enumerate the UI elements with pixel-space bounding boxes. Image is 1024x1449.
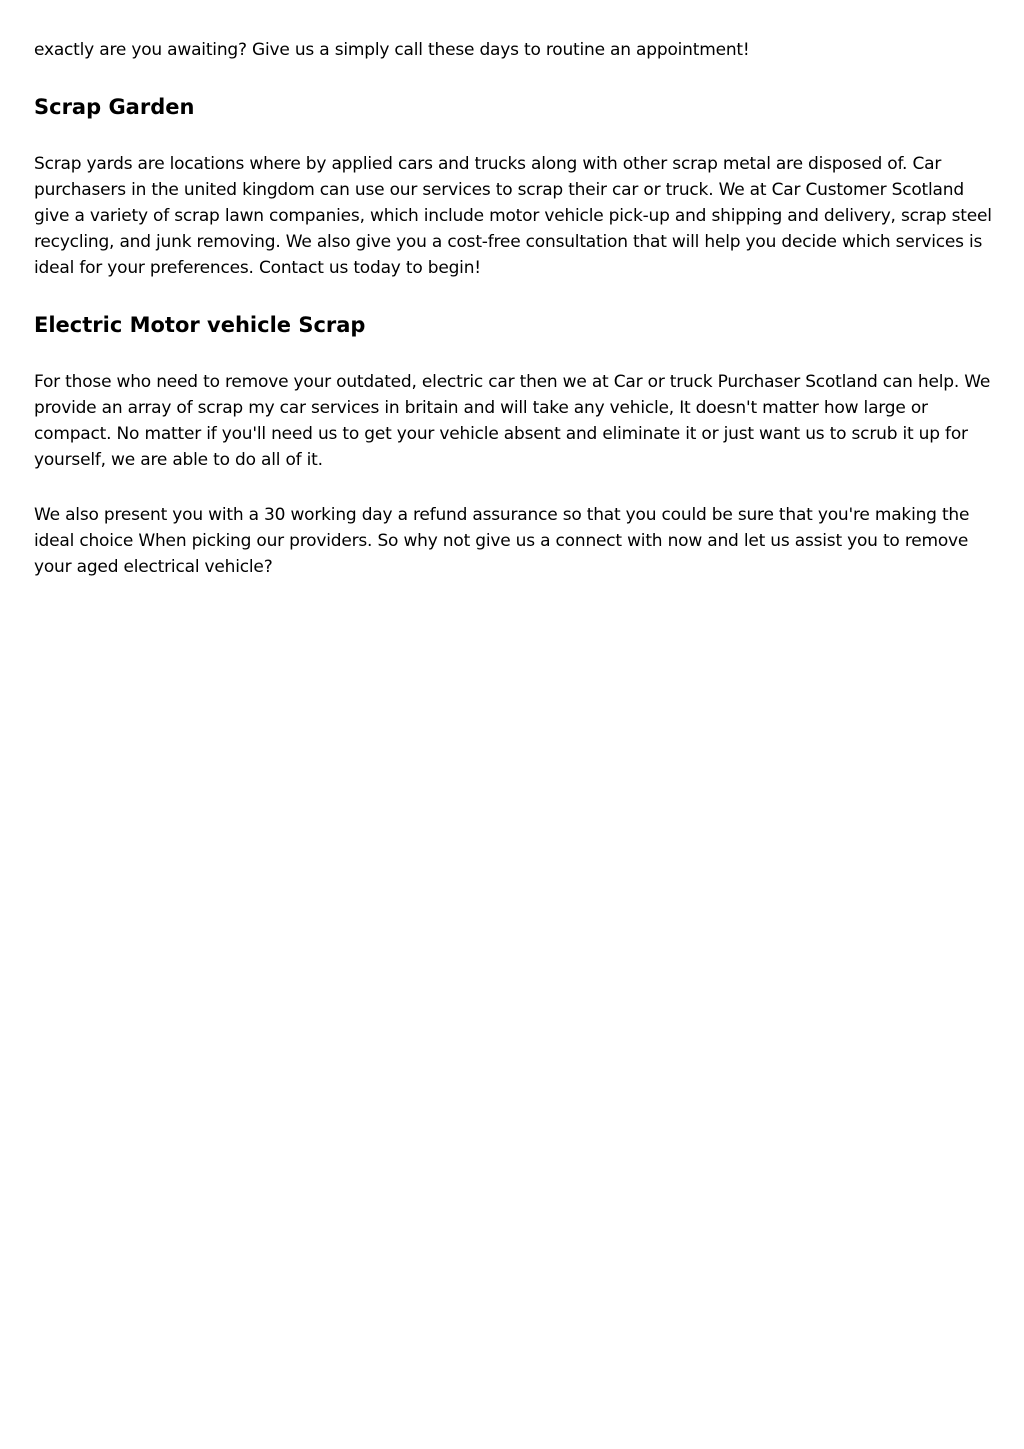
electric-scrap-paragraph-1: For those who need to remove your outdated, electric car then we at Car or truck Purchaser Scotland can help. We provide an array of scrap my car services in britain and will take any vehicle, It doesn't matter how large or compact. No matter if you'll need us to get your vehicle absent and eliminate it or just want us to scrub it up for yourself, we are able to do all of it.	[34, 372, 991, 470]
section-heading-scrap-garden: Scrap Garden	[34, 95, 195, 119]
electric-scrap-paragraph-2: We also present you with a 30 working day a refund assurance so that you could be sure that you're making the ideal choice When picking our providers. So why not give us a connect with now and let us assist you to remove your aged electrical vehicle?	[34, 505, 970, 577]
intro-paragraph: exactly are you awaiting? Give us a simply call these days to routine an appointment!	[34, 40, 750, 60]
scrap-garden-paragraph: Scrap yards are locations where by applied cars and trucks along with other scrap metal are disposed of. Car purchasers in the united kingdom can use our services to scrap their car or truck. We at Car Customer Scotland give a variety of scrap lawn companies, which include motor vehicle pick-up and shipping and delivery, scrap steel recycling, and junk removing. We also give you a cost-free consultation that will help you decide which services is ideal for your preferences. Contact us today to begin!	[34, 154, 992, 278]
section-heading-electric-vehicle-scrap: Electric Motor vehicle Scrap	[34, 313, 366, 337]
